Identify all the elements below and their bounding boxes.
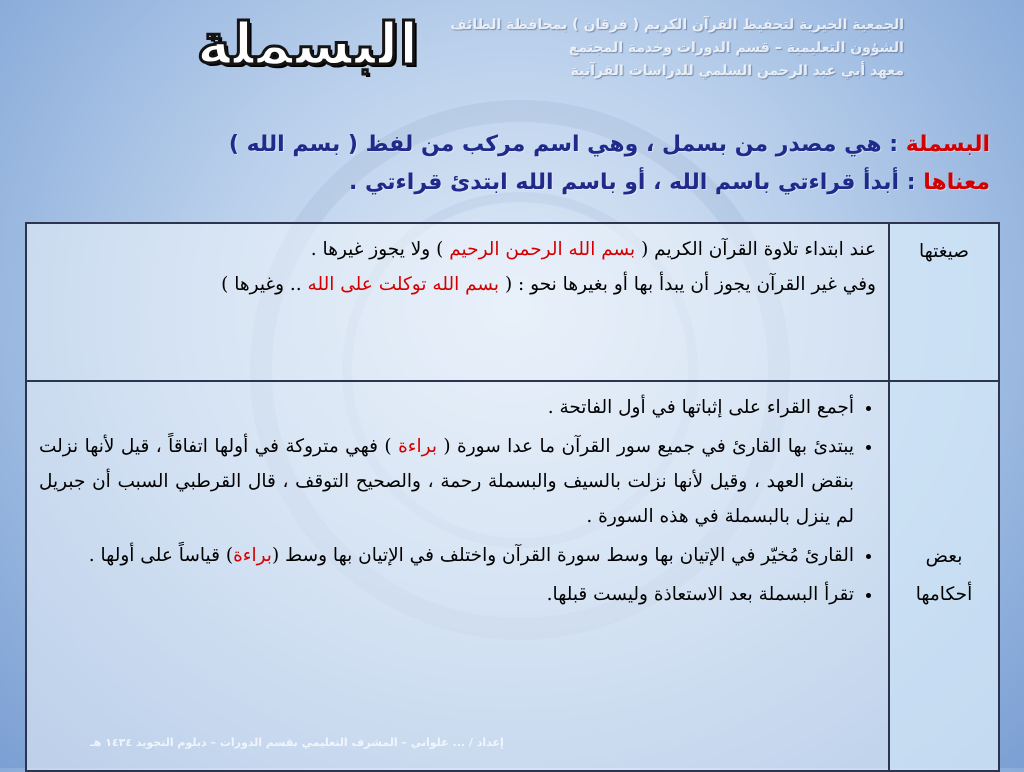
definition-text: : هي مصدر من بسمل ، وهي اسم مركب من لفظ ( بسم الله ) [228,132,906,157]
rules-table [25,222,1000,772]
ruling-3-text-a: القارئ مُخيّر في الإتيان بها وسط سورة القرآن واختلف في الإتيان بها وسط ( [271,545,854,566]
ruling-2-text-b: ) فهي متروكة في أولها اتفاقاً ، قيل لأنها نزلت بنقض العهد ، وقيل لأنها نزلت بالسيف والبسملة رحمة ، والصحيح التوقف ، قال القرطبي السبب أن جبريل لم ينزل بالبسملة في هذه السورة . [39,436,854,527]
definition-term: البسملة [905,132,990,157]
rulings-list [39,390,876,612]
forms-line-1-text-a: عند ابتداء تلاوة القرآن الكريم ( [635,239,876,260]
forms-line-2-text-b: .. وغيرها ) [221,274,308,295]
rulings-header-cell [889,381,999,771]
list-item [39,390,854,425]
forms-line-2-highlight: بسم الله توكلت على الله [307,274,500,295]
forms-content-cell [26,223,889,381]
org-line-2: الشؤون التعليمية – قسم الدورات وخدمة المجتمع [568,40,904,56]
meaning-text: : أبدأ قراءتي باسم الله ، أو باسم الله ابتدئ قراءتي . [349,170,924,195]
org-line-1: الجمعية الخيرية لتحفيظ القرآن الكريم ( فرقان ) بمحافظة الطائف [450,17,904,33]
list-item [39,429,854,534]
forms-line-2 [39,267,876,302]
footer-note: إعداد / ... علواني – المشرف التعليمي بقسم الدورات – دبلوم التجويد ١٤٣٤ هـ [90,736,504,749]
ruling-3-highlight: براءة [233,545,272,566]
forms-line-1-highlight: بسم الله الرحمن الرحيم [449,239,636,260]
ruling-3-text-b: ) قياساً على أولها . [88,545,234,566]
list-item [39,538,854,573]
ruling-1-text: أجمع القراء على إثباتها في أول الفاتحة . [547,397,854,418]
ruling-2-text-a: يبتدئ بها القارئ في جميع سور القرآن ما عدا سورة ( [436,436,854,457]
forms-header-cell [889,223,999,381]
organization-header [450,14,904,83]
table-row-forms [26,223,999,381]
forms-line-1 [39,232,876,267]
definition-line [30,128,990,162]
table-row-rulings [26,381,999,771]
meaning-line [30,166,990,200]
forms-line-2-text-a: وفي غير القرآن يجوز أن يبدأ بها أو بغيرها نحو : ( [499,274,876,295]
forms-line-1-text-b: ) ولا يجوز غيرها . [310,239,450,260]
list-item [39,577,854,612]
rulings-content-cell [26,381,889,771]
rulings-header-line-1: بعض [925,546,963,567]
ruling-2-highlight: براءة [398,436,437,457]
rulings-header-line-2: أحكامها [915,584,973,605]
forms-header: صيغتها [919,241,969,262]
ruling-4-text: تقرأ البسملة بعد الاستعاذة وليست قبلها. [546,584,854,605]
meaning-term: معناها [923,170,990,195]
org-line-3: معهد أبي عبد الرحمن السلمي للدراسات القرآنية [570,63,904,79]
page-title: البسملة [196,10,419,78]
